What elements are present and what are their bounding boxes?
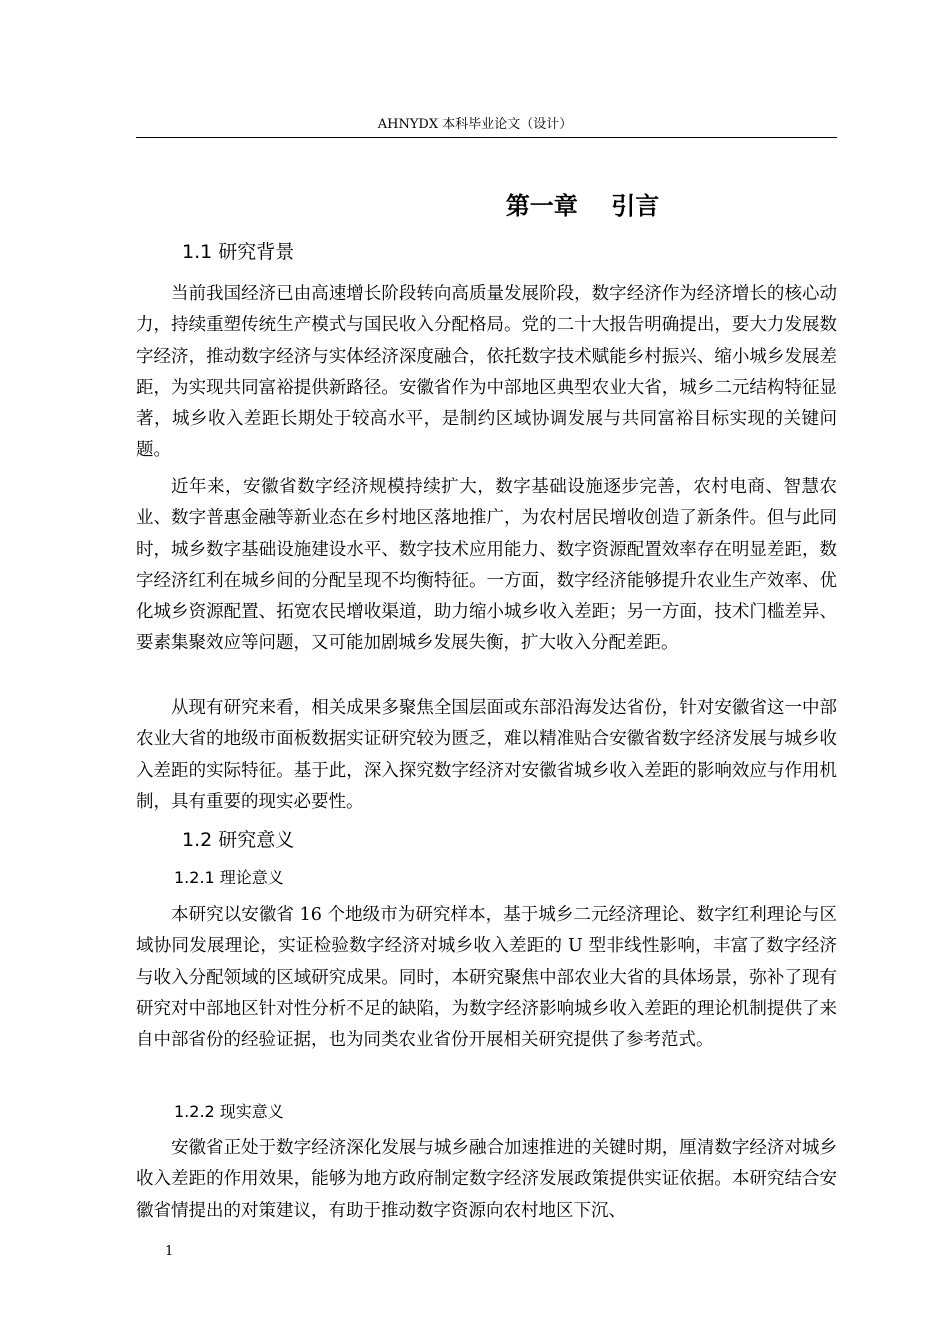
subsection-heading-1-2-2: 1.2.2 现实意义	[174, 1102, 284, 1121]
section-heading-1-2: 1.2 研究意义	[182, 829, 295, 851]
paragraph-background-3: 从现有研究来看，相关成果多聚焦全国层面或东部沿海发达省份，针对安徽省这一中部农业大省的地级市面板数据实证研究较为匮乏，难以精准贴合安徽省数字经济发展与城乡收入差距的实际特征。基于此，深入探究数字经济对安徽省城乡收入差距的影响效应与作用机制，具有重要的现实必要性。	[136, 698, 837, 812]
chapter-title: 第一章 引言	[505, 192, 660, 220]
running-header: AHNYDX 本科毕业论文（设计）	[377, 117, 573, 132]
paragraph-practical-significance: 安徽省正处于数字经济深化发展与城乡融合加速推进的关键时期，厘清数字经济对城乡收入差距的作用效果，能够为地方政府制定数字经济发展政策提供实证依据。本研究结合安徽省情提出的对策建议，有助于推动数字资源向农村地区下沉、	[136, 1138, 837, 1221]
subsection-heading-1-2-1: 1.2.1 理论意义	[174, 868, 284, 887]
paragraph-background-2: 近年来，安徽省数字经济规模持续扩大，数字基础设施逐步完善，农村电商、智慧农业、数字普惠金融等新业态在乡村地区落地推广，为农村居民增收创造了新条件。但与此同时，城乡数字基础设施建设水平、数字技术应用能力、数字资源配置效率存在明显差距，数字经济红利在城乡间的分配呈现不均衡特征。一方面，数字经济能够提升农业生产效率、优化城乡资源配置、拓宽农民增收渠道，助力缩小城乡收入差距；另一方面，技术门槛差异、要素集聚效应等问题，又可能加剧城乡发展失衡，扩大收入分配差距。	[136, 477, 837, 654]
paragraph-background-1: 当前我国经济已由高速增长阶段转向高质量发展阶段，数字经济作为经济增长的核心动力，持续重塑传统生产模式与国民收入分配格局。党的二十大报告明确提出，要大力发展数字经济，推动数字经济与实体经济深度融合，依托数字技术赋能乡村振兴、缩小城乡发展差距，为实现共同富裕提供新路径。安徽省作为中部地区典型农业大省，城乡二元结构特征显著，城乡收入差距长期处于较高水平，是制约区域协调发展与共同富裕目标实现的关键问题。	[136, 284, 837, 461]
section-heading-1-1: 1.1 研究背景	[182, 241, 295, 263]
page-number: 1	[165, 1244, 174, 1259]
header-rule	[136, 137, 837, 138]
paragraph-theoretical-significance: 本研究以安徽省 16 个地级市为研究样本，基于城乡二元经济理论、数字红利理论与区域协同发展理论，实证检验数字经济对城乡收入差距的 U 型非线性影响，丰富了数字经济与收入分配领域的区域研究成果。同时，本研究聚焦中部农业大省的具体场景，弥补了现有研究对中部地区针对性分析不足的缺陷，为数字经济影响城乡收入差距的理论机制提供了来自中部省份的经验证据，也为同类农业省份开展相关研究提供了参考范式。	[136, 905, 837, 1051]
